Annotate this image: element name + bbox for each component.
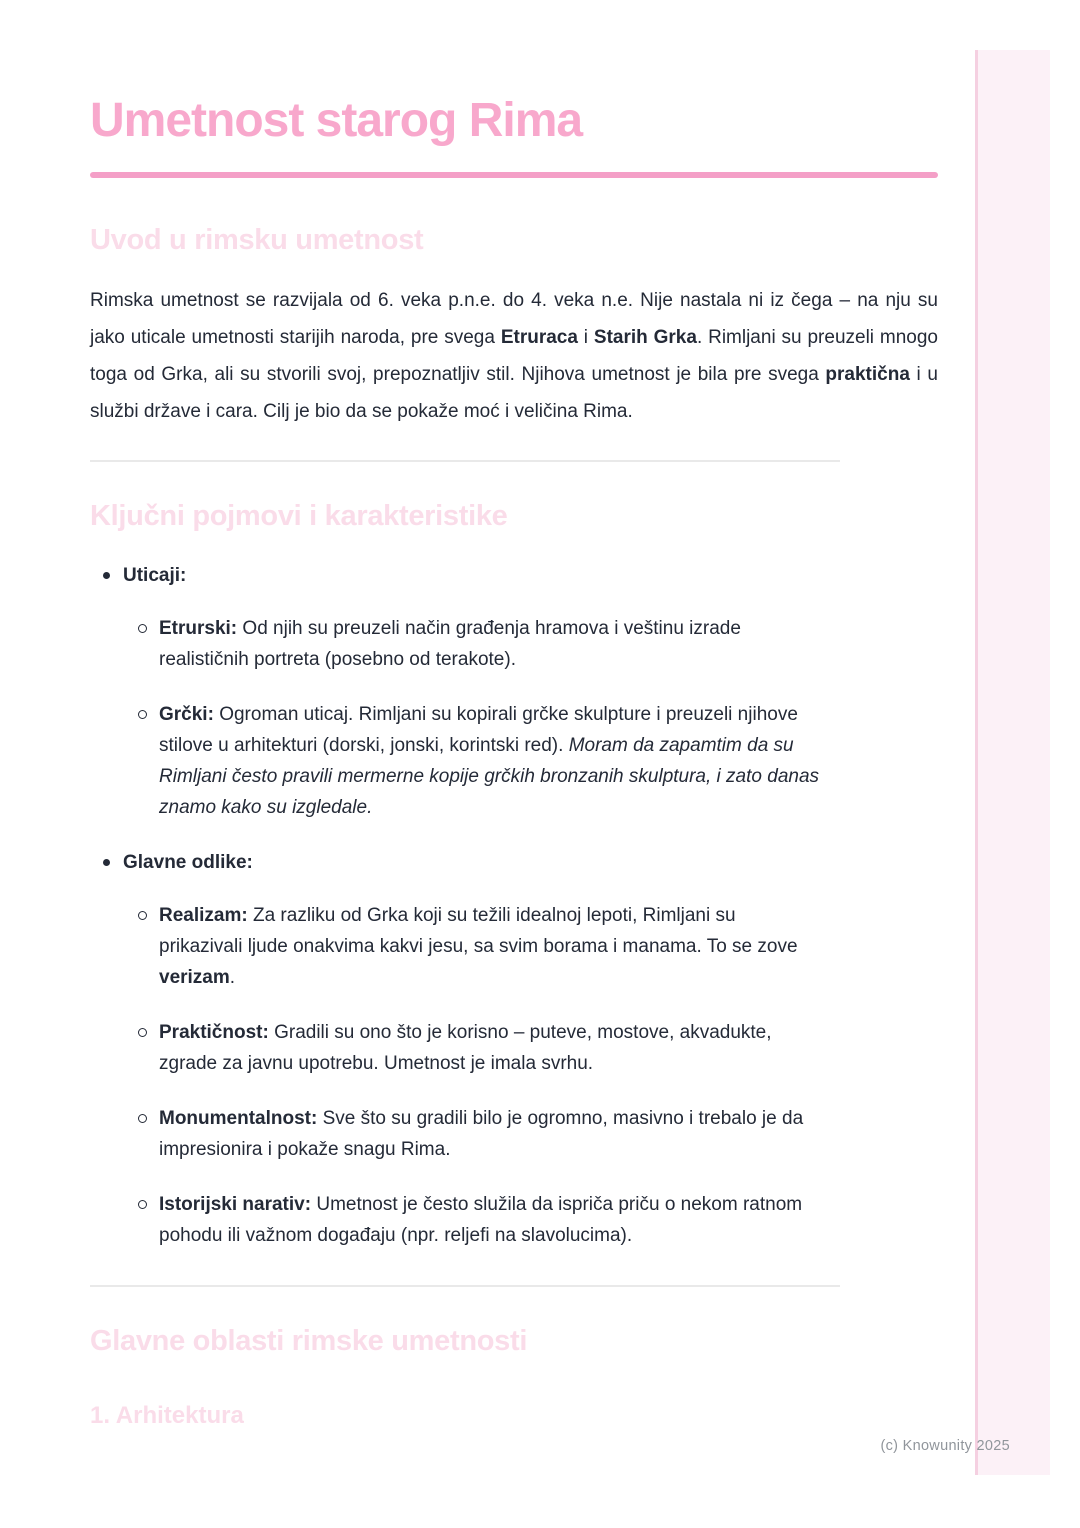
list-item — [103, 847, 938, 1251]
section-heading-main-areas: Glavne oblasti rimske umetnosti — [90, 1325, 528, 1357]
circle-bullet-icon — [138, 911, 147, 920]
list-item — [138, 1189, 938, 1251]
circle-bullet-icon — [138, 710, 147, 719]
list-item-text: Praktičnost: Gradili su ono što je korisno – puteve, mostove, akvadukte, zgrade za javnu upotrebu. Umetnost je imala svrhu. — [159, 1022, 772, 1074]
sub-list — [138, 900, 938, 1251]
bullet-icon — [103, 572, 110, 579]
list-item — [103, 560, 938, 823]
subsection-heading-architecture: 1. Arhitektura — [90, 1402, 244, 1429]
section-heading-key-concepts: Ključni pojmovi i karakteristike — [90, 500, 508, 532]
list-item-text: Monumentalnost: Sve što su gradili bilo je ogromno, masivno i trebalo je da impresionira i pokaže snagu Rima. — [159, 1108, 804, 1160]
circle-bullet-icon — [138, 1114, 147, 1123]
section-divider — [90, 1285, 840, 1287]
circle-bullet-icon — [138, 624, 147, 633]
circle-bullet-icon — [138, 1028, 147, 1037]
document-content — [90, 0, 938, 1431]
title-underline-rule — [90, 172, 938, 178]
list-item — [138, 1103, 938, 1165]
list-item — [138, 613, 938, 675]
copyright-footer: (c) Knowunity 2025 — [880, 1438, 1010, 1454]
bullet-icon — [103, 859, 110, 866]
list-item-header — [103, 847, 938, 878]
intro-paragraph: Rimska umetnost se razvijala od 6. veka p.n.e. do 4. veka n.e. Nije nastala ni iz čega – na nju su jako uticale umetnosti starijih naroda, pre svega Etruraca i Starih Grka. Rimljani su preuzeli mnogo toga od Grka, ali su stvorili svoj, prepoznatljiv stil. Njihova umetnost je bila pre svega praktična i u službi države i cara. Cilj je bio da se pokaže moć i veličina Rima. — [90, 290, 938, 422]
list-item-header — [103, 560, 938, 591]
list-item — [138, 1017, 938, 1079]
sub-list — [138, 613, 938, 823]
page-edge-decoration — [975, 50, 1050, 1475]
list-item-text: Istorijski narativ: Umetnost je često služila da ispriča priču o nekom ratnom pohodu ili važnom događaju (npr. reljefi na slavolucima). — [159, 1194, 803, 1246]
list-item-text: Etrurski: Od njih su preuzeli način građenja hramova i veštinu izrade realističnih portreta (posebno od terakote). — [159, 618, 741, 670]
section-divider — [90, 460, 840, 462]
circle-bullet-icon — [138, 1200, 147, 1209]
list-item — [138, 900, 938, 993]
list-item-text: Realizam: Za razliku od Grka koji su težili idealnoj lepoti, Rimljani su prikazivali ljude onakvima kakvi jesu, sa svim borama i manama. To se zove verizam. — [159, 905, 798, 988]
list-item-label: Uticaji: — [123, 565, 187, 586]
section-heading-intro: Uvod u rimsku umetnost — [90, 224, 424, 256]
list-item-text: Grčki: Ogroman uticaj. Rimljani su kopirali grčke skulpture i preuzeli njihove stilove u arhitekturi (dorski, jonski, korintski red). Moram da zapamtim da su Rimljani često pravili mermerne kopije grčkih bronzanih skulptura, i zato danas znamo kako su izgledale. — [159, 704, 820, 818]
page-title: Umetnost starog Rima — [90, 94, 583, 147]
key-concepts-list — [90, 560, 938, 1251]
list-item — [138, 699, 938, 823]
list-item-label: Glavne odlike: — [123, 852, 253, 873]
